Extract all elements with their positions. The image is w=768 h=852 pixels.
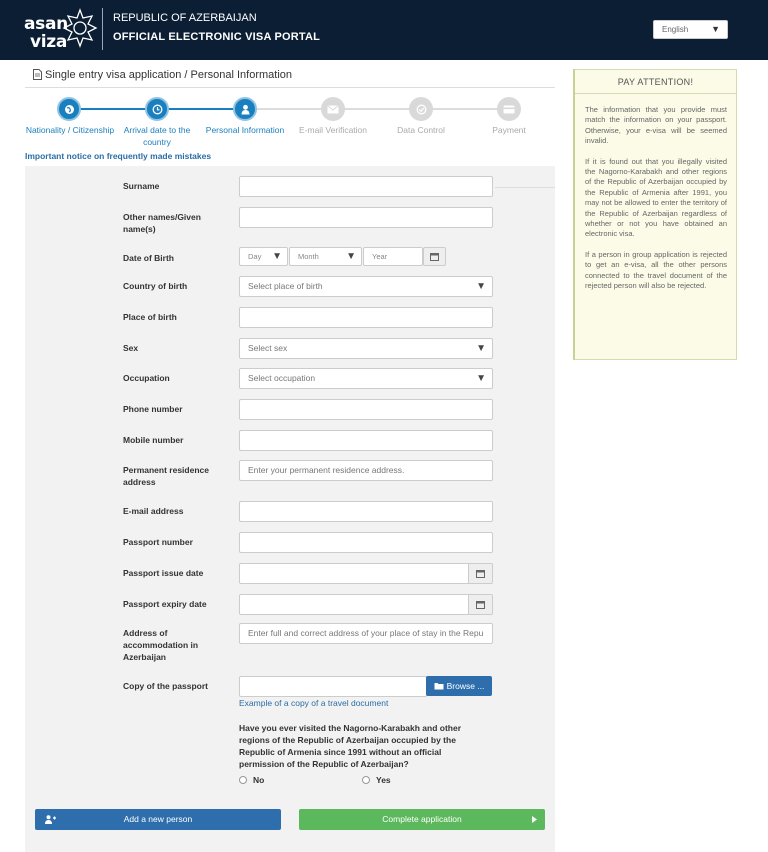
- header: [0, 0, 768, 60]
- dob-day-select[interactable]: [239, 247, 288, 266]
- passport-number-input[interactable]: [239, 532, 493, 553]
- residence-label: Permanent residence address: [123, 465, 209, 487]
- page-title: [33, 69, 292, 81]
- radio-yes-label: Yes: [376, 775, 391, 785]
- step-personal-info[interactable]: [233, 97, 257, 121]
- attention-title: PAY ATTENTION!: [575, 70, 736, 94]
- attention-paragraph: If a person in group application is rejected to get an e-visa, all the other persons connected to the travel document of the rejected person will also be rejected.: [585, 249, 727, 291]
- radio-button[interactable]: [362, 776, 370, 784]
- card-icon: [503, 105, 515, 114]
- step-email-verification: [321, 97, 345, 121]
- karabakh-question: Have you ever visited the Nagorno-Karabakh and other regions of the Republic of Azerbaijan occupied by the Republic of Armenia since 1991 without an official permission of the Republic of Azerbaijan?: [239, 723, 462, 769]
- step-arrival[interactable]: [145, 97, 169, 121]
- header-divider: [102, 8, 103, 50]
- asan-viza-logo[interactable]: [22, 8, 98, 52]
- calendar-icon: [476, 600, 485, 609]
- step-label-nationality: Nationality / Citizenship: [25, 125, 115, 135]
- step-label-personal-info: Personal Information: [205, 125, 285, 135]
- document-icon: [33, 69, 42, 80]
- accommodation-input[interactable]: Enter full and correct address of your place of stay in the Repu: [239, 623, 493, 644]
- passport-issue-label: Passport issue date: [123, 568, 204, 578]
- occupation-value: Select occupation: [248, 373, 316, 383]
- given-names-input[interactable]: [239, 207, 493, 228]
- passport-number-label: Passport number: [123, 537, 193, 547]
- attention-paragraph: The information that you provide must match the information on your passport. Otherwise, your e-visa will be seemed invalid.: [585, 105, 727, 146]
- step-data-control: [409, 97, 433, 121]
- logo-emblem-icon: [62, 8, 98, 52]
- form-divider: [495, 187, 555, 188]
- logo-word-asan: asan: [24, 14, 68, 34]
- given-names-label: Other names/Given name(s): [123, 212, 201, 234]
- envelope-icon: [327, 105, 339, 114]
- accommodation-label: Address of accommodation in Azerbaijan: [123, 628, 199, 662]
- place-of-birth-input[interactable]: [239, 307, 493, 328]
- country-of-birth-select[interactable]: [239, 276, 493, 297]
- dob-label: Date of Birth: [123, 253, 174, 263]
- complete-application-label: Complete application: [382, 814, 462, 824]
- add-person-label: Add a new person: [123, 814, 193, 824]
- step-label-arrival: Arrival date to the country: [123, 125, 191, 147]
- chevron-down-icon: ▼: [272, 251, 282, 262]
- chevron-down-icon: ▼: [711, 24, 720, 34]
- email-input[interactable]: [239, 501, 493, 522]
- passport-expiry-label: Passport expiry date: [123, 599, 207, 609]
- attention-paragraph: If it is found out that you illegally visited the Nagorno-Karabakh and other regions of the Republic of Azerbaijan occupied by the Republic of Armenia after 1991, you may not be allowed to enter the territory of the Republic of Azerbaijan regardless of whether or not you have obtained an electronic visa.: [585, 156, 727, 239]
- passport-expiry-calendar-button[interactable]: [468, 594, 493, 615]
- attention-box: [573, 69, 737, 360]
- globe-icon: [64, 104, 75, 115]
- passport-issue-input[interactable]: [239, 563, 493, 584]
- occupation-label: Occupation: [123, 373, 170, 383]
- header-country-title: REPUBLIC OF AZERBAIJAN: [113, 12, 257, 24]
- dob-year-input[interactable]: [363, 247, 423, 266]
- country-of-birth-label: Country of birth: [123, 281, 188, 291]
- dob-year-placeholder: Year: [372, 252, 388, 261]
- step-connector: [69, 108, 157, 110]
- phone-label: Phone number: [123, 404, 183, 414]
- step-label-payment: Payment: [492, 125, 526, 135]
- radio-no-label: No: [253, 775, 265, 785]
- important-notice-link[interactable]: Important notice on frequently made mistakes: [25, 151, 212, 161]
- sex-value: Select sex: [248, 343, 288, 353]
- step-connector: [157, 108, 245, 110]
- surname-label: Surname: [123, 181, 160, 191]
- attention-body: [575, 94, 736, 292]
- occupation-select[interactable]: [239, 368, 493, 389]
- chevron-right-icon: [532, 816, 537, 823]
- place-of-birth-label: Place of birth: [123, 312, 177, 322]
- passport-copy-label: Copy of the passport: [123, 681, 209, 691]
- example-copy-link[interactable]: Example of a copy of a travel document: [239, 698, 389, 708]
- step-label-data-control: Data Control: [397, 125, 445, 135]
- chevron-down-icon: ▼: [476, 373, 486, 384]
- residence-input[interactable]: Enter your permanent residence address.: [239, 460, 493, 481]
- sex-select[interactable]: [239, 338, 493, 359]
- chevron-down-icon: ▼: [476, 281, 486, 292]
- radio-yes[interactable]: [362, 775, 391, 785]
- header-portal-title: OFFICIAL ELECTRONIC VISA PORTAL: [113, 31, 321, 43]
- country-of-birth-value: Select place of birth: [248, 281, 323, 291]
- language-select[interactable]: [653, 20, 728, 39]
- title-divider: [25, 87, 555, 88]
- radio-no[interactable]: [239, 775, 264, 785]
- email-label: E-mail address: [123, 506, 184, 516]
- step-connector: [245, 108, 510, 110]
- chevron-down-icon: ▼: [346, 251, 356, 262]
- phone-input[interactable]: [239, 399, 493, 420]
- mobile-input[interactable]: [239, 430, 493, 451]
- passport-expiry-input[interactable]: [239, 594, 493, 615]
- clock-icon: [152, 104, 163, 115]
- calendar-icon: [430, 252, 439, 261]
- browse-label: Browse ...: [446, 681, 485, 691]
- folder-icon: [434, 682, 444, 690]
- dob-month-value: Month: [298, 252, 319, 261]
- page-title-text: Single entry visa application / Personal Information: [45, 69, 293, 81]
- add-person-button[interactable]: [35, 809, 281, 830]
- check-icon: [416, 104, 427, 115]
- passport-issue-calendar-button[interactable]: [468, 563, 493, 584]
- chevron-down-icon: ▼: [476, 343, 486, 354]
- surname-input[interactable]: [239, 176, 493, 197]
- step-payment: [497, 97, 521, 121]
- step-nationality[interactable]: [57, 97, 81, 121]
- mobile-label: Mobile number: [123, 435, 184, 445]
- dob-calendar-button[interactable]: [423, 247, 446, 266]
- logo-word-viza: viza: [30, 32, 68, 52]
- complete-application-button[interactable]: [299, 809, 545, 830]
- language-value: English: [662, 25, 689, 34]
- radio-button[interactable]: [239, 776, 247, 784]
- dob-month-select[interactable]: [289, 247, 362, 266]
- calendar-icon: [476, 569, 485, 578]
- step-label-email-verification: E-mail Verification: [298, 125, 368, 135]
- passport-copy-file-field[interactable]: [239, 676, 427, 697]
- browse-button[interactable]: [426, 676, 492, 696]
- user-icon: [240, 104, 251, 115]
- sex-label: Sex: [123, 343, 139, 353]
- progress-steps: [25, 94, 555, 154]
- dob-day-value: Day: [248, 252, 262, 261]
